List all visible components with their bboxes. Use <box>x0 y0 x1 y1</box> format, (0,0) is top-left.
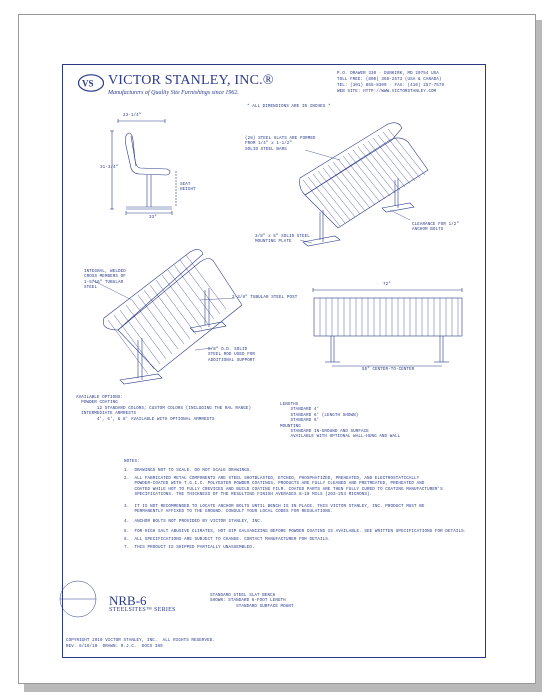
top-width-dimension: 23-1/4" <box>123 114 142 118</box>
series-name: STEELSITES™ SERIES <box>109 607 176 613</box>
bench-isometric-view <box>300 123 428 246</box>
post-callout: 2-3/8" TUBULAR STEEL POST <box>232 296 298 300</box>
model-number: NRB-6 <box>109 593 147 608</box>
rod-callout: 5/8" O.D. SOLID STEEL ROD USED FOR ADDITIONAL SUPPORT <box>208 348 256 363</box>
note-item: 4. ANCHOR BOLTS NOT PROVIDED BY VICTOR STANLEY, INC. <box>124 520 263 524</box>
slats-callout: (28) STEEL SLATS ARE FORMED FROM 1/4" x 1-1/2" SOLID STEEL BARS <box>245 137 316 152</box>
mounting-plate-callout: 3/8" x 5" SOLID STEEL MOUNTING PLATE <box>255 235 310 245</box>
dimensions-note: * ALL DIMENSIONS ARE IN INCHES * <box>247 105 331 109</box>
cross-members-callout: INTEGRAL, WELDED CROSS MEMBERS OF 1-5/16" TUBULAR STEEL <box>84 270 126 291</box>
company-tagline: Manufacturers of Quality Site Furnishings since 1962. <box>108 90 239 96</box>
bench-side-view <box>110 119 176 215</box>
copyright: COPYRIGHT 2010 VICTOR STANLEY, INC. ALL RIGHTS RESERVED. <box>66 639 215 643</box>
product-description: STANDARD STEEL SLAT BENCH SHOWN: STANDARD 6-FOOT LENGTH STANDARD SURFACE MOUNT <box>210 594 294 609</box>
note-item: 5. FOR HIGH SALT ABUSIVE CLIMATES, HOT DIP GALVANIZING BEFORE POWDER COATING IS AVAILABLE. SEE WRITTEN SPECIFICATIONS FOR DETAILS. <box>124 530 467 534</box>
address-line: P.O. DRAWER 330 · DUNKIRK, MD 20754 USA <box>337 72 439 76</box>
lengths-and-mounting: LENGTHS STANDARD 4' STANDARD 6' (LENGTH SHOWN) STANDARD 8' MOUNTING STANDARD IN-GROUND AND SURFACE AVAILABLE WITH OPTIONAL WALL-HUNG AND WALL <box>280 403 401 440</box>
note-item: 1. DRAWINGS NOT TO SCALE. DO NOT SCALE DRAWINGS. <box>124 469 253 473</box>
revision-info: REV. 6/16/10 DRAWN: R.J.C. DOCS 389 <box>66 645 163 649</box>
available-options: AVAILABLE OPTIONS: POWDER COATING 12 STANDARD COLORS; CUSTOM COLORS (INCLUDING THE RAL RANGE) INTERMEDIATE ARMRESTS 4', 6', & 8' AVAILABLE WITH OPTIONAL ARMRESTS <box>76 396 252 422</box>
center-dimension: 55" CENTER-TO-CENTER <box>362 368 415 372</box>
note-item: 6. ALL SPECIFICATIONS ARE SUBJECT TO CHANGE. CONTACT MANUFACTURER FOR DETAILS. <box>124 538 331 542</box>
length-dimension: 72" <box>383 283 391 287</box>
height-dimension: 31-3/4" <box>100 166 119 170</box>
clearance-callout: CLEARANCE FOR 1/2" ANCHOR BOLTS <box>412 223 460 233</box>
notes-heading: NOTES: <box>124 460 140 464</box>
bench-front-view <box>313 288 462 366</box>
svg-text:VS: VS <box>82 78 94 89</box>
base-dimension: 33" <box>149 216 157 220</box>
company-name: VICTOR STANLEY, INC.® <box>108 73 274 88</box>
note-item: 3. IT IS NOT RECOMMENDED TO LOCATE ANCHOR BOLTS UNTIL BENCH IS IN PLACE. THIS VICTOR STANLEY, INC. PRODUCT MUST BE PERMANENTLY AFFIXED TO THE GROUND. CONSULT YOUR LOCAL CODES FOR REGULATIONS. <box>124 505 425 515</box>
address-line: TOLL FREE: (800) 368-2573 (USA & CANADA) <box>337 78 442 82</box>
note-item: 2. ALL FABRICATED METAL COMPONENTS ARE STEEL SHOTBLASTED, ETCHED, PHOSPHATIZED, PREHEATED, AND ELECTROSTATICALLY POWDER-COATED WITH T.G.I.C. POLYESTER POWDER COATINGS. PRODUCTS ARE FULLY CLEANED AND PRETREATED, PREHEATED AND COATED WHILE HOT TO FULLY CREVICES AND BUILD COATING FILM. COATED PARTS ARE THEN FULLY CURED TO COATING MANUFACTURER'S SPECIFICATIONS. THE THICKNESS OF THE RESULTING FINISH AVERAGES 8-10 MILS (203-254 MICRONS). <box>124 477 443 498</box>
address-line: WEB SITE: HTTP://WWW.VICTORSTANLEY.COM <box>337 90 437 94</box>
note-item: 7. THIS PRODUCT IS SHIPPED PARTIALLY UNASSEMBLED. <box>124 546 255 550</box>
seat-height-label: SEAT HEIGHT <box>180 183 196 193</box>
address-line: TEL: (301) 855-8300 · FAX: (410) 257-7579 <box>337 84 445 88</box>
